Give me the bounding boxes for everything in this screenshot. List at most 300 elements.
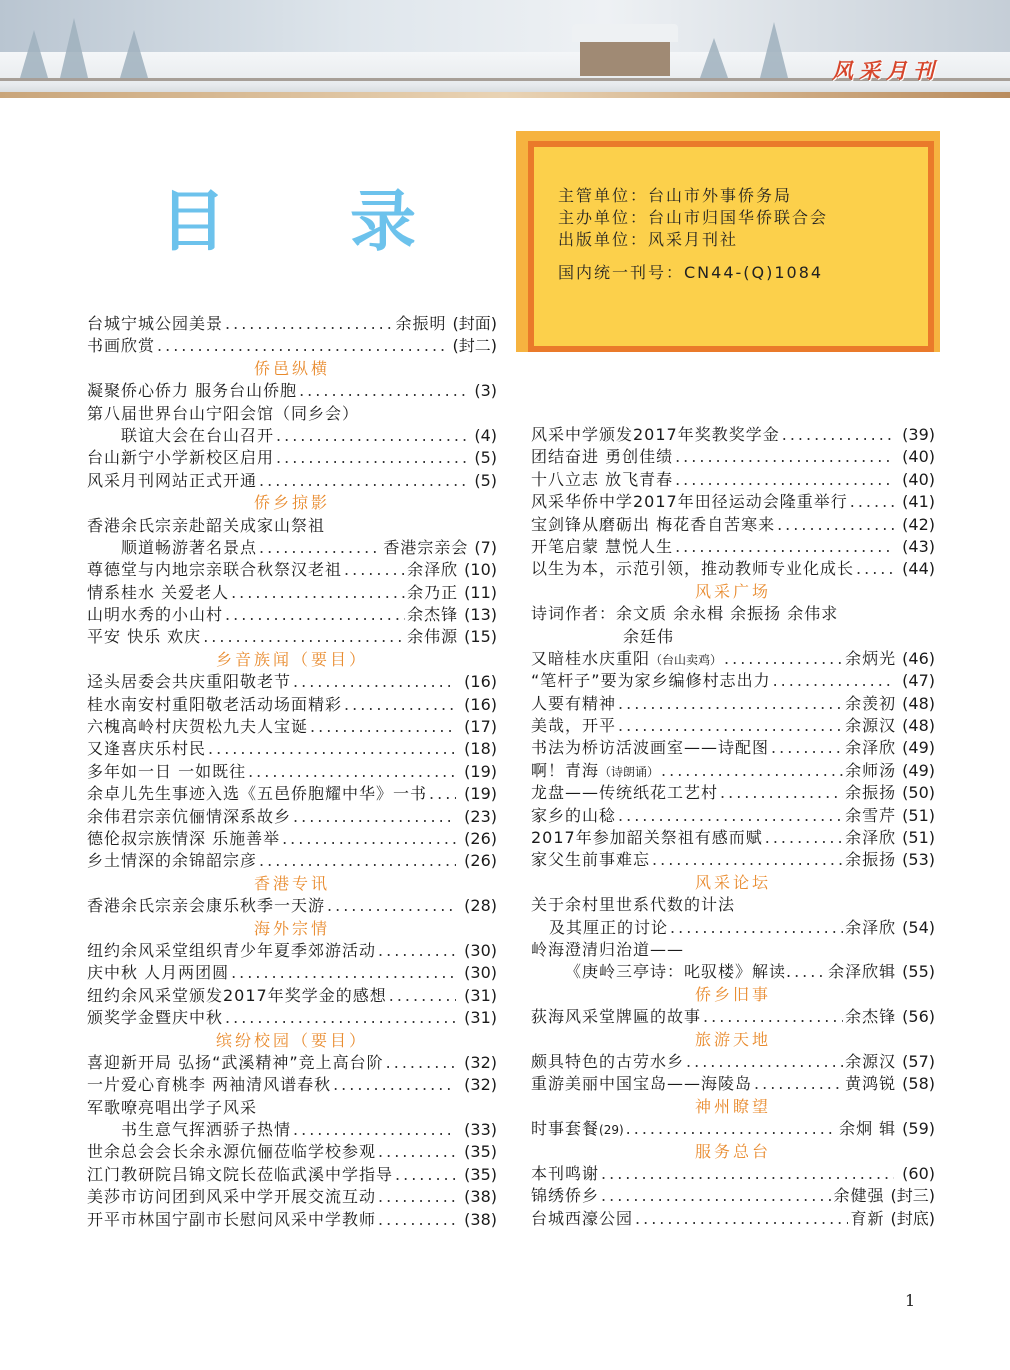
- snowy-tree-icon: [60, 18, 88, 78]
- toc-entry[interactable]: [87, 1119, 497, 1141]
- toc-entry[interactable]: [87, 537, 497, 559]
- entry-page: (55): [902, 962, 935, 982]
- entry-author: 余雪芹: [845, 805, 897, 825]
- section-heading: 风采广场: [694, 581, 771, 601]
- entry-page: (26): [464, 828, 497, 848]
- toc-right-column: [531, 424, 935, 1230]
- entry-title: 迳头居委会共庆重阳敬老节: [87, 672, 292, 692]
- leader-dots: [259, 537, 381, 559]
- entry-page: (60): [902, 1163, 935, 1183]
- toc-text-line: [531, 894, 935, 916]
- leader-dots: [276, 425, 466, 447]
- entry-title: 颁奖学金暨庆中秋: [87, 1008, 224, 1028]
- leader-dots: [389, 985, 456, 1007]
- toc-entry[interactable]: [531, 961, 935, 983]
- entry-page: (35): [464, 1164, 497, 1184]
- toc-entry[interactable]: [531, 1208, 935, 1230]
- entry-page: (32): [464, 1075, 497, 1095]
- entry-title: 台山新宁小学新校区启用: [87, 448, 275, 468]
- entry-author: 余泽欣辑: [828, 962, 897, 982]
- toc-entry[interactable]: [87, 470, 497, 492]
- toc-text-line: [87, 1097, 497, 1119]
- leader-dots: [282, 828, 456, 850]
- entry-title: 书生意气挥洒骄子热情: [121, 1120, 292, 1140]
- toc-entry[interactable]: [87, 335, 497, 357]
- toc-entry[interactable]: [531, 424, 935, 446]
- entry-title: 喜迎新开局 弘扬“武溪精神”竞上高台阶: [87, 1052, 384, 1072]
- toc-entry[interactable]: [87, 1209, 497, 1231]
- entry-author: 余羡初: [845, 693, 897, 713]
- leader-dots: [395, 1164, 456, 1186]
- entry-page: (56): [902, 1007, 935, 1027]
- info-publisher: 出版单位：风采月刊社: [558, 230, 739, 249]
- leader-dots: [773, 670, 895, 692]
- entry-title: 一片爱心育桃李 两袖清风谱春秋: [87, 1075, 332, 1095]
- entry-title: 多年如一日 一如既往: [87, 761, 247, 781]
- entry-title: 书画欣赏: [87, 336, 156, 356]
- entry-author: 余杰锋: [845, 1007, 897, 1027]
- toc-entry[interactable]: [87, 806, 497, 828]
- toc-entry[interactable]: [531, 782, 935, 804]
- toc-entry[interactable]: [87, 940, 497, 962]
- entry-title: 美哉，开平: [531, 716, 617, 736]
- entry-page: (59): [902, 1119, 935, 1139]
- leader-dots: [157, 335, 444, 357]
- leader-dots: [259, 850, 456, 872]
- header-strip: [0, 92, 1010, 98]
- entry-title: “笔杆子”要为家乡编修村志出力: [531, 671, 771, 691]
- toc-entry[interactable]: [87, 716, 497, 738]
- toc-text-line: [87, 403, 497, 425]
- entry-title: 锦绣侨乡: [531, 1186, 600, 1206]
- info-sponsor: 主办单位：台山市归国华侨联合会: [558, 208, 829, 227]
- entry-page: (44): [902, 559, 935, 579]
- entry-page: (32): [464, 1052, 497, 1072]
- entry-title: 开平市林国宁副市长慰问风采中学教师: [87, 1209, 377, 1229]
- section-heading: 服务总台: [694, 1141, 771, 1161]
- entry-author: 余振扬: [845, 850, 897, 870]
- entry-page: (53): [902, 850, 935, 870]
- entry-title: 顺道畅游著名景点: [121, 537, 258, 557]
- toc-entry[interactable]: [87, 962, 497, 984]
- leader-dots: [327, 895, 456, 917]
- toc-entry[interactable]: [531, 715, 935, 737]
- toc-entry[interactable]: [87, 604, 497, 626]
- leader-dots: [344, 559, 405, 581]
- section-heading: 神州瞭望: [694, 1096, 771, 1116]
- entry-page: (10): [464, 560, 497, 580]
- toc-entry[interactable]: [87, 425, 497, 447]
- leader-dots: [703, 1006, 843, 1028]
- entry-page: (19): [464, 784, 497, 804]
- entry-page: (33): [464, 1120, 497, 1140]
- toc-entry[interactable]: [531, 670, 935, 692]
- entry-page: (47): [902, 671, 935, 691]
- leader-dots: [675, 469, 894, 491]
- leader-dots: [225, 313, 393, 335]
- entry-title: 余廷伟: [623, 626, 675, 646]
- toc-left-column: [87, 313, 497, 1231]
- entry-page: (40): [902, 469, 935, 489]
- entry-title: 风采中学颁发2017年奖教奖学金: [531, 425, 780, 444]
- entry-page: (40): [902, 447, 935, 467]
- entry-title: 乡土情深的余锦韶宗彦: [87, 851, 258, 871]
- leader-dots: [686, 1051, 843, 1073]
- entry-title: 纽约余风采堂颁发2017年奖学金的感想: [87, 985, 387, 1005]
- entry-title: 庆中秋 人月两团圆: [87, 963, 230, 983]
- leader-dots: [310, 716, 456, 738]
- entry-page: (49): [902, 760, 935, 780]
- toc-entry[interactable]: [531, 693, 935, 715]
- entry-page: (31): [464, 985, 497, 1005]
- leader-dots: [618, 693, 843, 715]
- toc-entry[interactable]: [531, 827, 935, 849]
- toc-entry[interactable]: [531, 805, 935, 827]
- entry-page: (49): [902, 738, 935, 758]
- section-heading: 侨乡掠影: [253, 493, 330, 513]
- leader-dots: [231, 962, 456, 984]
- entry-title: 第八届世界台山宁阳会馆（同乡会）: [87, 403, 360, 423]
- toc-text-line: [531, 939, 935, 961]
- entry-title: 及其厘正的讨论: [549, 917, 669, 937]
- leader-dots: [386, 1052, 456, 1074]
- toc-entry[interactable]: [87, 1007, 497, 1029]
- leader-dots: [203, 626, 405, 648]
- toc-entry[interactable]: [531, 648, 935, 670]
- toc-entry[interactable]: [87, 783, 497, 805]
- entry-title: 《庚岭三亭诗：叱驭楼》解读.: [565, 962, 793, 982]
- entry-page: (28): [464, 896, 497, 916]
- leader-dots: [378, 940, 456, 962]
- entry-page: (4): [474, 425, 497, 445]
- entry-page: (38): [464, 1187, 497, 1207]
- entry-page: (7): [474, 537, 497, 557]
- entry-title: 关于余村里世系代数的计法: [531, 895, 736, 915]
- entry-title: 以生为本，示范引领，推动教师专业化成长: [531, 559, 855, 579]
- toc-entry[interactable]: [87, 850, 497, 872]
- info-supervisor: 主管单位：台山市外事侨务局: [558, 186, 793, 205]
- entry-author: 黄鸿锐: [845, 1074, 897, 1094]
- entry-page: (58): [902, 1074, 935, 1094]
- leader-dots: [724, 648, 843, 670]
- toc-entry[interactable]: [531, 1006, 935, 1028]
- entry-page: (48): [902, 693, 935, 713]
- entry-page: (5): [474, 448, 497, 468]
- snowy-tree-icon: [20, 30, 48, 78]
- toc-entry[interactable]: [87, 559, 497, 581]
- leader-dots: [225, 604, 405, 626]
- leader-dots: [670, 917, 843, 939]
- entry-author: 余健强: [833, 1186, 885, 1206]
- leader-dots: [231, 582, 405, 604]
- leader-dots: [378, 1141, 456, 1163]
- toc-entry[interactable]: [87, 582, 497, 604]
- section-heading: 旅游天地: [694, 1029, 771, 1049]
- header-sky: [0, 0, 1010, 60]
- entry-title: 家父生前事难忘: [531, 850, 651, 870]
- entry-author: 余泽欣: [845, 828, 897, 848]
- toc-entry[interactable]: [87, 380, 497, 402]
- entry-title: 江门教研院吕锦文院长莅临武溪中学指导: [87, 1164, 394, 1184]
- entry-note: （诗朗诵）: [599, 764, 660, 779]
- entry-author: 余炳光: [845, 648, 897, 668]
- section-heading: 风采论坛: [694, 872, 771, 892]
- entry-page: (5): [474, 470, 497, 490]
- toc-text-line: [531, 626, 935, 648]
- entry-page: (50): [902, 783, 935, 803]
- entry-title: 美莎市访问团到风采中学开展交流互动: [87, 1187, 377, 1207]
- toc-entry[interactable]: [87, 1141, 497, 1163]
- entry-author: 余泽欣: [845, 917, 897, 937]
- entry-page: (26): [464, 851, 497, 871]
- entry-title: 诗词作者：余文质 余永楫 余振扬 余伟求: [531, 604, 839, 624]
- section-heading: 侨乡旧事: [694, 984, 771, 1004]
- toc-entry[interactable]: [531, 558, 935, 580]
- entry-author: 余振明: [395, 314, 447, 333]
- leader-dots: [794, 961, 826, 983]
- entry-page: (封三): [890, 1186, 935, 1206]
- toc-entry[interactable]: [87, 447, 497, 469]
- entry-title: 时事套餐: [531, 1119, 600, 1139]
- toc-entry[interactable]: [87, 1186, 497, 1208]
- toc-text-line: [87, 515, 497, 537]
- entry-title: 凝聚侨心侨力 服务台山侨胞: [87, 381, 298, 401]
- entry-page: (39): [902, 425, 935, 444]
- entry-author: 余炯 辑: [839, 1119, 897, 1139]
- entry-author: 余源汉: [845, 716, 897, 736]
- entry-title: 余卓儿先生事迹入选《五邑侨胞耀中华》一书: [87, 784, 428, 804]
- entry-page: (23): [464, 806, 497, 826]
- toc-entry[interactable]: [87, 761, 497, 783]
- entry-page: (41): [902, 492, 935, 512]
- toc-entry[interactable]: [531, 1118, 935, 1140]
- entry-title: 十八立志 放飞青春: [531, 469, 674, 489]
- entry-author: 余师汤: [845, 760, 897, 780]
- toc-entry[interactable]: [87, 1052, 497, 1074]
- leader-dots: [782, 424, 894, 446]
- toc-entry[interactable]: [531, 446, 935, 468]
- snowy-tree-icon: [760, 22, 788, 78]
- entry-title: 人要有精神: [531, 693, 617, 713]
- header-banner: [0, 0, 1010, 98]
- leader-dots: [333, 1074, 456, 1096]
- toc-entry[interactable]: [87, 895, 497, 917]
- leader-dots: [601, 1163, 894, 1185]
- entry-title: 本刊鸣谢: [531, 1163, 600, 1183]
- entry-title: 风采华侨中学2017年田径运动会隆重举行: [531, 492, 848, 512]
- leader-dots: [618, 805, 843, 827]
- entry-title: 书法为桥访活波画室——诗配图: [531, 738, 770, 758]
- entry-title: 香港余氏宗亲赴韶关成家山祭祖: [87, 515, 326, 535]
- leader-dots: [850, 491, 894, 513]
- toc-entry[interactable]: [87, 828, 497, 850]
- entry-title: 岭海澄清归治道——: [531, 939, 685, 959]
- entry-title: 平安 快乐 欢庆: [87, 627, 202, 647]
- leader-dots: [259, 470, 466, 492]
- entry-title: 开笔启蒙 慧悦人生: [531, 536, 674, 556]
- entry-page: (38): [464, 1209, 497, 1229]
- leader-dots: [661, 760, 843, 782]
- section-heading: 海外宗情: [253, 918, 330, 938]
- entry-title: 尊德堂与内地宗亲联合秋祭汉老祖: [87, 560, 343, 580]
- leader-dots: [675, 446, 894, 468]
- toc-entry[interactable]: [87, 738, 497, 760]
- toc-entry[interactable]: [531, 1163, 935, 1185]
- toc-entry[interactable]: [531, 1073, 935, 1095]
- entry-page: (57): [902, 1051, 935, 1071]
- entry-title: 世余总会会长余永源伉俪莅临学校参观: [87, 1142, 377, 1162]
- leader-dots: [771, 737, 843, 759]
- toc-entry[interactable]: [531, 536, 935, 558]
- toc-entry[interactable]: [87, 626, 497, 648]
- entry-author: 余泽欣: [407, 560, 459, 580]
- entry-title: 荻海风采堂牌匾的故事: [531, 1007, 702, 1027]
- leader-dots: [601, 1185, 831, 1207]
- leader-dots: [618, 715, 843, 737]
- snowy-tree-icon: [120, 30, 148, 78]
- section-heading: 乡音族闻（要目）: [215, 649, 368, 669]
- leader-dots: [293, 806, 456, 828]
- leader-dots: [378, 1186, 456, 1208]
- toc-entry[interactable]: [87, 694, 497, 716]
- toc-entry[interactable]: [87, 985, 497, 1007]
- entry-page: (30): [464, 940, 497, 960]
- toc-entry[interactable]: [531, 1051, 935, 1073]
- leader-dots: [293, 1119, 456, 1141]
- leader-dots: [276, 447, 466, 469]
- toc-entry[interactable]: [531, 760, 935, 782]
- publication-info-box: [516, 131, 940, 352]
- leader-dots: [248, 761, 456, 783]
- entry-title: 德伦叔宗族情深 乐施善举: [87, 828, 281, 848]
- entry-title: 龙盘——传统纸花工艺村: [531, 783, 719, 803]
- entry-title: 台城西濠公园: [531, 1208, 634, 1228]
- entry-author: 余杰锋: [407, 605, 459, 625]
- entry-title: 纽约余风采堂组织青少年夏季郊游活动: [87, 940, 377, 960]
- entry-page: (46): [902, 648, 935, 668]
- toc-entry[interactable]: [87, 1164, 497, 1186]
- toc-entry[interactable]: [87, 1074, 497, 1096]
- entry-author: 余伟源: [407, 627, 459, 647]
- entry-page: (48): [902, 716, 935, 736]
- entry-title: 山明水秀的小山村: [87, 605, 224, 625]
- entry-page: (16): [464, 672, 497, 692]
- entry-title: 军歌嘹亮唱出学子风采: [87, 1097, 258, 1117]
- toc-entry[interactable]: [531, 491, 935, 513]
- entry-page: (17): [464, 717, 497, 737]
- entry-title: 颇具特色的古劳水乡: [531, 1051, 685, 1071]
- toc-entry[interactable]: [531, 849, 935, 871]
- entry-page: (51): [902, 828, 935, 848]
- section-heading: 缤纷校园（要目）: [215, 1030, 368, 1050]
- entry-note: （台山卖鸡）: [650, 652, 723, 667]
- leader-dots: [635, 1208, 848, 1230]
- entry-note: (29): [599, 1123, 624, 1138]
- entry-page: (42): [902, 514, 935, 534]
- toc-text-line: [531, 603, 935, 625]
- toc-entry[interactable]: [531, 1185, 935, 1207]
- entry-title: 啊！青海: [531, 760, 600, 780]
- entry-page: (16): [464, 694, 497, 714]
- entry-page: (35): [464, 1142, 497, 1162]
- entry-title: 风采月刊网站正式开通: [87, 470, 258, 490]
- entry-title: 宝剑锋从磨砺出 梅花香自苦寒来: [531, 514, 776, 534]
- leader-dots: [675, 536, 894, 558]
- entry-title: 2017年参加韶关祭祖有感而赋: [531, 828, 763, 848]
- leader-dots: [720, 782, 843, 804]
- leader-dots: [429, 783, 456, 805]
- toc-entry[interactable]: [87, 671, 497, 693]
- leader-dots: [626, 1118, 837, 1140]
- leader-dots: [293, 671, 456, 693]
- leader-dots: [299, 380, 466, 402]
- cabin-icon: [580, 40, 670, 76]
- entry-page: (封底): [890, 1208, 935, 1228]
- toc-title-char-1: 目: [160, 183, 226, 260]
- leader-dots: [344, 694, 456, 716]
- entry-page: (封面): [452, 314, 497, 333]
- leader-dots: [856, 558, 894, 580]
- toc-entry[interactable]: [531, 514, 935, 536]
- entry-author: 香港宗亲会: [383, 537, 469, 557]
- entry-page: (51): [902, 805, 935, 825]
- toc-entry[interactable]: [87, 313, 497, 335]
- entry-title: 团结奋进 勇创佳绩: [531, 447, 674, 467]
- leader-dots: [777, 514, 894, 536]
- entry-title: 台城宁城公园美景: [87, 314, 224, 333]
- entry-page: (18): [464, 739, 497, 759]
- entry-page: (11): [464, 582, 497, 602]
- section-heading: 侨邑纵横: [253, 358, 330, 378]
- leader-dots: [765, 827, 843, 849]
- entry-title: 重游美丽中国宝岛——海陵岛: [531, 1074, 753, 1094]
- entry-author: 育新: [850, 1208, 885, 1228]
- leader-dots: [208, 738, 456, 760]
- toc-entry[interactable]: [531, 469, 935, 491]
- entry-author: 余泽欣: [845, 738, 897, 758]
- entry-title: 又逢喜庆乐村民: [87, 739, 207, 759]
- toc-entry[interactable]: [531, 737, 935, 759]
- entry-page: (19): [464, 761, 497, 781]
- entry-page: (54): [902, 917, 935, 937]
- entry-title: 余伟君宗亲伉俪情深系故乡: [87, 806, 292, 826]
- entry-page: (13): [464, 605, 497, 625]
- entry-author: 余乃正: [407, 582, 459, 602]
- info-issn: 国内统一刊号：CN44-(Q)1084: [558, 263, 824, 282]
- entry-author: 余振扬: [845, 783, 897, 803]
- entry-title: 联谊大会在台山召开: [121, 425, 275, 445]
- snowy-tree-icon: [700, 38, 728, 78]
- entry-page: (30): [464, 963, 497, 983]
- entry-title: 六槐高岭村庆贺松九夫人宝诞: [87, 717, 309, 737]
- entry-page: (31): [464, 1008, 497, 1028]
- entry-page: (封二): [452, 336, 497, 356]
- entry-page: (15): [464, 627, 497, 647]
- toc-entry[interactable]: [531, 917, 935, 939]
- leader-dots: [754, 1073, 843, 1095]
- entry-page: (43): [902, 536, 935, 556]
- entry-title: 情系桂水 关爱老人: [87, 582, 230, 602]
- magazine-name: 风采月刊: [832, 58, 940, 83]
- entry-title: 家乡的山稔: [531, 805, 617, 825]
- entry-title: 桂水南安村重阳敬老活动场面精彩: [87, 694, 343, 714]
- section-heading: 香港专讯: [253, 873, 330, 893]
- entry-author: 余源汉: [845, 1051, 897, 1071]
- leader-dots: [225, 1007, 456, 1029]
- page-number: 1: [905, 1291, 916, 1310]
- entry-title: 香港余氏宗亲会康乐秋季一天游: [87, 896, 326, 916]
- toc-title-char-2: 录: [350, 183, 416, 260]
